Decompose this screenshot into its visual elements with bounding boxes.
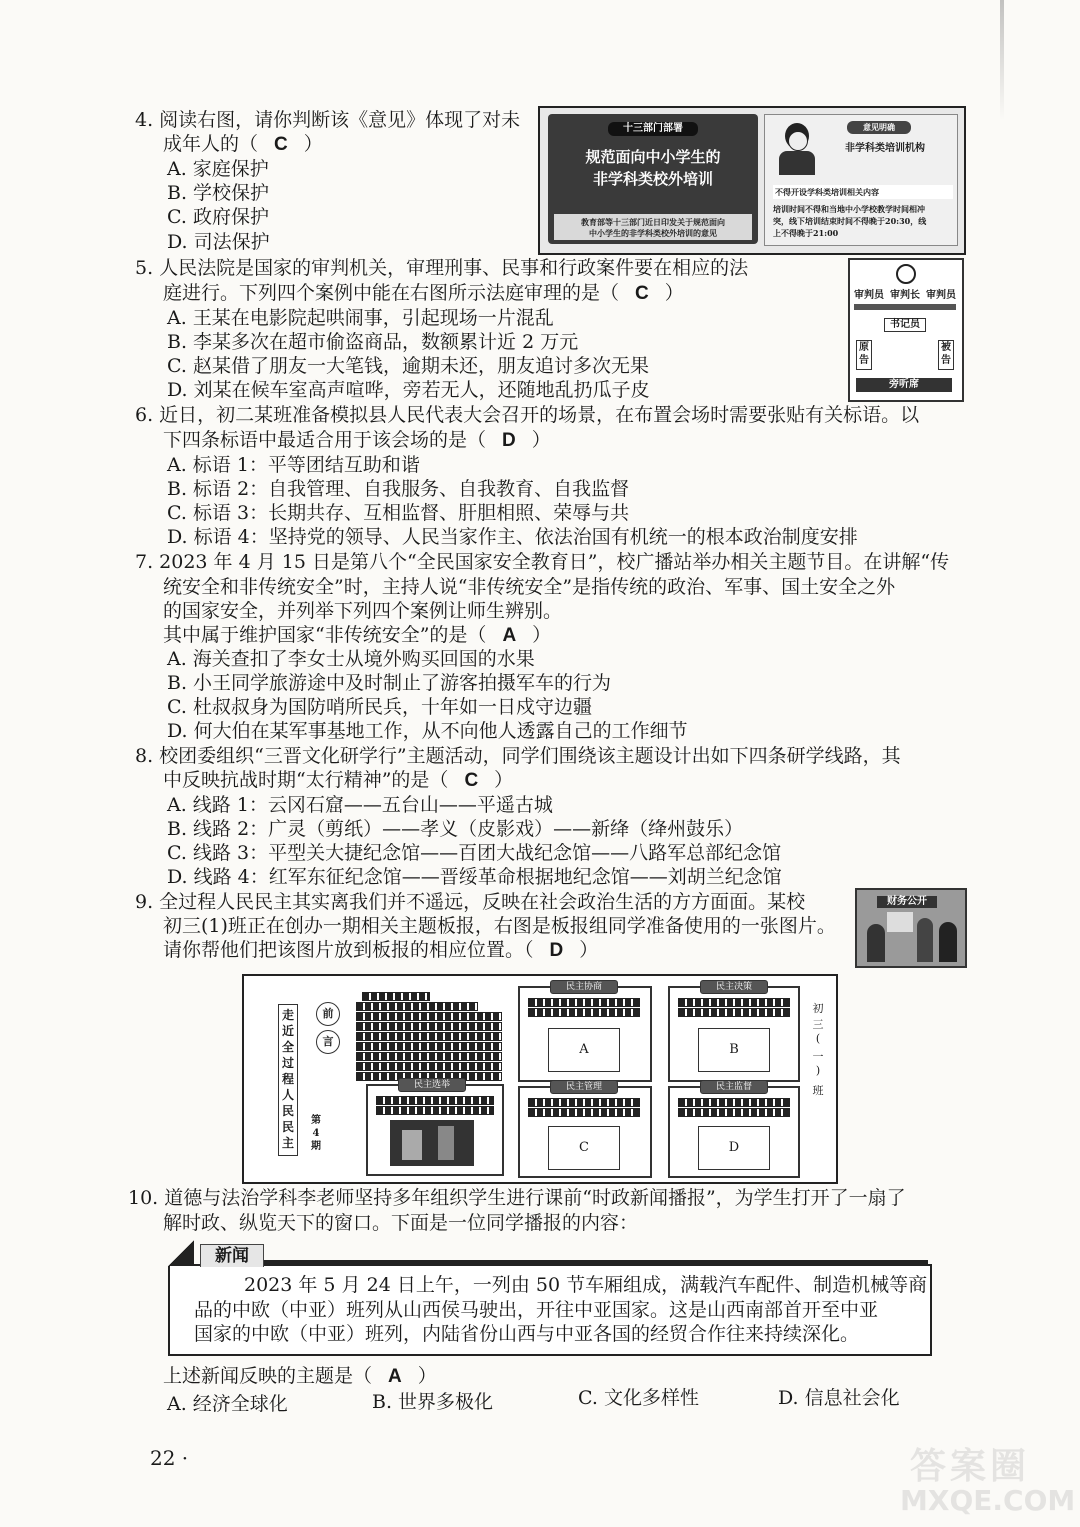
q8-option-c: C. 线路 3：平型关大捷纪念馆——百团大战纪念馆——八路军总部纪念馆	[167, 842, 782, 864]
q4-option-b: B. 学校保护	[167, 182, 270, 204]
q5-stem-line2: 庭进行。下列四个案例中能在右图所示法庭审理的是（ C ）	[163, 282, 684, 304]
board-panel-b-label: B	[698, 1028, 770, 1072]
news-line2: 品的中欧（中亚）班列从山西侯马驶出，开往中亚国家。这是山西南部首开至中亚	[194, 1299, 879, 1321]
q9-photo	[855, 888, 967, 968]
court-gallery: 旁听席	[856, 378, 952, 392]
q6-option-d: D. 标语 4：坚持党的领导、人民当家作主、依法治国有机统一的根本政治制度安排	[167, 526, 858, 548]
news-line3: 国家的中欧（中亚）班列，内陆省份山西与中亚各国的经贸合作往来持续深化。	[194, 1323, 860, 1345]
board-title-char-5: 人	[281, 1088, 294, 1102]
court-emblem-icon	[896, 264, 916, 284]
courtroom-diagram	[848, 258, 964, 402]
q10-option-a: A. 经济全球化	[167, 1393, 288, 1415]
board-class-char-5: 班	[812, 1084, 824, 1097]
board-panel-d	[668, 1082, 800, 1178]
board-panel-photo	[366, 1080, 504, 1176]
q4-stem-line2: 成年人的（ C ）	[163, 133, 323, 155]
board-seat-grid	[348, 990, 506, 1082]
q8-stem-line1: 8. 校团委组织“三晋文化研学行”主题活动，同学们围绕该主题设计出如下四条研学线路，其	[135, 745, 901, 767]
q4-fig-line3: 突，线下培训结束时间不得晚于20:30，线	[773, 216, 927, 226]
q10-answer: A	[388, 1366, 402, 1387]
q10-stem-line1: 10. 道德与法治学科李老师坚持多年组织学生进行课前“时政新闻播报”，为学生打开了一扇了	[128, 1187, 906, 1209]
q7-option-a: A. 海关查扣了李女士从境外购买回国的水果	[167, 648, 535, 670]
watermark-url: MXQE.COM	[900, 1484, 1076, 1517]
q7-option-d: D. 何大伯在某军事基地工作，从不向他人透露自己的工作细节	[167, 720, 688, 742]
q4-fig-header: 十三部门部署	[608, 122, 698, 136]
q6-answer: D	[502, 430, 516, 451]
q5-option-a: A. 王某在电影院起哄闹事，引起现场一片混乱	[167, 307, 554, 329]
board-panel-a-label: A	[548, 1028, 620, 1072]
q4-fig-line2: 培训时间不得和当地中小学校教学时间相冲	[773, 204, 925, 214]
board-panel-a	[518, 982, 652, 1082]
q5-answer: C	[635, 283, 649, 304]
board-title-char-2: 全	[281, 1040, 294, 1054]
court-judge-left: 审判员	[854, 290, 884, 301]
news-box	[168, 1240, 932, 1356]
q4-fig-line1: 不得开设学科类培训相关内容	[773, 185, 953, 199]
board-class-char-3: 一	[812, 1050, 824, 1063]
court-defendant: 被告	[938, 340, 954, 370]
q5-option-d: D. 刘某在候车室高声喧哗，旁若无人，还随地乱扔瓜子皮	[167, 379, 650, 401]
watermark-logo	[900, 1438, 1076, 1522]
board-title-char-3: 过	[281, 1056, 294, 1070]
board-class-char-0: 初	[812, 1002, 824, 1015]
q9-answer: D	[549, 940, 564, 961]
board-panel-d-label: D	[698, 1126, 770, 1170]
board-panel-b	[668, 982, 800, 1082]
board-title-char-4: 程	[281, 1072, 294, 1086]
board-issue: 第4期	[311, 1115, 321, 1152]
q4-fig-footer2: 中小学生的非学科类校外培训的意见	[589, 228, 717, 238]
scan-edge-shadow	[1000, 0, 1004, 120]
q4-option-a: A. 家庭保护	[167, 158, 269, 180]
q8-option-b: B. 线路 2：广灵（剪纸）——孝义（皮影戏）——新绛（绛州鼓乐）	[167, 818, 744, 840]
person-illustration-icon	[775, 123, 819, 175]
q7-stem-line4: 其中属于维护国家“非传统安全”的是（ A ）	[163, 624, 552, 646]
q5-option-c: C. 赵某借了朋友一大笔钱，逾期未还，朋友追讨多次无果	[167, 355, 649, 377]
q9-stem-line3: 请你帮他们把该图片放到板报的相应位置。（ D ）	[163, 939, 599, 961]
board-panel-title-0: 民主选举	[398, 1078, 466, 1092]
board-title-char-7: 民	[281, 1120, 294, 1134]
board-front-circle: 前	[316, 1002, 340, 1026]
q4-stem-line1: 4. 阅读右图，请你判断该《意见》体现了对未	[135, 109, 521, 131]
board-class-char-2: (	[815, 1032, 821, 1045]
board-panel-title-3: 民主管理	[550, 1080, 618, 1094]
court-clerk: 书记员	[884, 318, 926, 332]
board-class-char-4: )	[815, 1064, 821, 1077]
q6-option-b: B. 标语 2：自我管理、自我服务、自我教育、自我监督	[167, 478, 630, 500]
board-class-char-1: 三	[812, 1018, 824, 1031]
q9-photo-caption: 财务公开	[877, 896, 937, 908]
q6-option-c: C. 标语 3：长期共存、互相监督、肝胆相照、荣辱与共	[167, 502, 630, 524]
q10-stem-line3: 上述新闻反映的主题是（ A ）	[163, 1365, 437, 1387]
q9-stem-line2: 初三(1)班正在创办一期相关主题板报，右图是板报组同学准备使用的一张图片。	[163, 915, 836, 937]
people-silhouette-icon	[867, 924, 885, 962]
court-plaintiff: 原告	[856, 340, 872, 370]
q4-fig-title2: 非学科类校外培训	[592, 170, 713, 188]
blackboard-diagram	[242, 974, 838, 1184]
board-panel-title-1: 民主协商	[550, 980, 618, 994]
page-number: 22 ·	[150, 1446, 189, 1470]
board-panel-title-2: 民主决策	[700, 980, 768, 994]
q4-fig-line4: 上不得晚于21:00	[773, 228, 839, 238]
board-class-column	[810, 1000, 826, 1110]
q8-stem-line2: 中反映抗战时期“太行精神”的是（ C ）	[163, 769, 514, 791]
court-judge-right: 审判员	[926, 290, 956, 301]
q9-stem-line1: 9. 全过程人民民主其实离我们并不遥远，反映在社会政治生活的方方面面。某校	[135, 891, 806, 913]
q5-option-b: B. 李某多次在超市偷盗商品，数额累计近 2 万元	[167, 331, 579, 353]
board-title-char-1: 近	[281, 1024, 294, 1038]
q4-fig-badge: 意见明确	[847, 121, 911, 134]
q4-fig-title1: 规范面向中小学生的	[585, 148, 721, 166]
board-panel-title-4: 民主监督	[700, 1080, 768, 1094]
q4-answer: C	[274, 134, 288, 155]
board-palace-circle: 言	[316, 1030, 340, 1054]
watermark-text: 答案圈	[910, 1446, 1031, 1487]
q7-stem-line2: 统安全和非传统安全”时，主持人说“非传统安全”是指传统的政治、军事、国土安全之外	[163, 576, 896, 598]
q7-stem-line3: 的国家安全，并列举下列四个案例让师生辨别。	[163, 600, 563, 622]
board-panel-c-label: C	[548, 1126, 620, 1170]
q6-option-a: A. 标语 1：平等团结互助和谐	[167, 454, 420, 476]
q8-option-d: D. 线路 4：红军东征纪念馆——晋绥革命根据地纪念馆——刘胡兰纪念馆	[167, 866, 782, 888]
q7-option-c: C. 杜叔叔身为国防哨所民兵，十年如一日戍守边疆	[167, 696, 592, 718]
board-panel-c	[518, 1082, 652, 1178]
q4-figure	[538, 106, 966, 255]
q10-stem-line2: 解时政、纵览天下的窗口。下面是一位同学播报的内容：	[163, 1212, 639, 1234]
news-tag: 新闻	[200, 1244, 264, 1267]
q4-option-c: C. 政府保护	[167, 206, 269, 228]
q4-fig-right-title: 非学科类培训机构	[845, 143, 925, 154]
q8-answer: C	[464, 770, 479, 791]
q6-stem-line2: 下四条标语中最适合用于该会场的是（ D ）	[163, 429, 551, 451]
q7-option-b: B. 小王同学旅游途中及时制止了游客拍摄军车的行为	[167, 672, 612, 694]
board-title-char-0: 走	[281, 1008, 294, 1022]
news-line1: 2023 年 5 月 24 日上午，一列由 50 节车厢组成，满载汽车配件、制造机械等商	[244, 1274, 928, 1296]
board-title-char-8: 主	[281, 1136, 294, 1150]
q4-fig-footer1: 教育部等十三部门近日印发关于规范面向	[581, 217, 725, 227]
board-title-column	[278, 1004, 298, 1156]
q6-stem-line1: 6. 近日，初二某班准备模拟县人民代表大会召开的场景，在布置会场时需要张贴有关标语。以	[135, 404, 920, 426]
q8-option-a: A. 线路 1：云冈石窟——五台山——平遥古城	[167, 794, 553, 816]
q10-option-d: D. 信息社会化	[778, 1387, 900, 1409]
q7-stem-line1: 7. 2023 年 4 月 15 日是第八个“全民国家安全教育日”，校广播站举办相关主题节目。在讲解“传	[135, 551, 950, 573]
board-title-char-6: 民	[281, 1104, 294, 1118]
q7-answer: A	[502, 625, 517, 646]
court-judge-chief: 审判长	[890, 290, 920, 301]
q10-option-c: C. 文化多样性	[578, 1387, 699, 1409]
q4-figure-left-panel	[548, 114, 758, 244]
q4-figure-right-panel	[764, 114, 958, 246]
q10-option-b: B. 世界多极化	[372, 1391, 494, 1413]
q4-option-d: D. 司法保护	[167, 231, 270, 253]
q5-stem-line1: 5. 人民法院是国家的审判机关，审理刑事、民事和行政案件要在相应的法	[135, 257, 749, 279]
